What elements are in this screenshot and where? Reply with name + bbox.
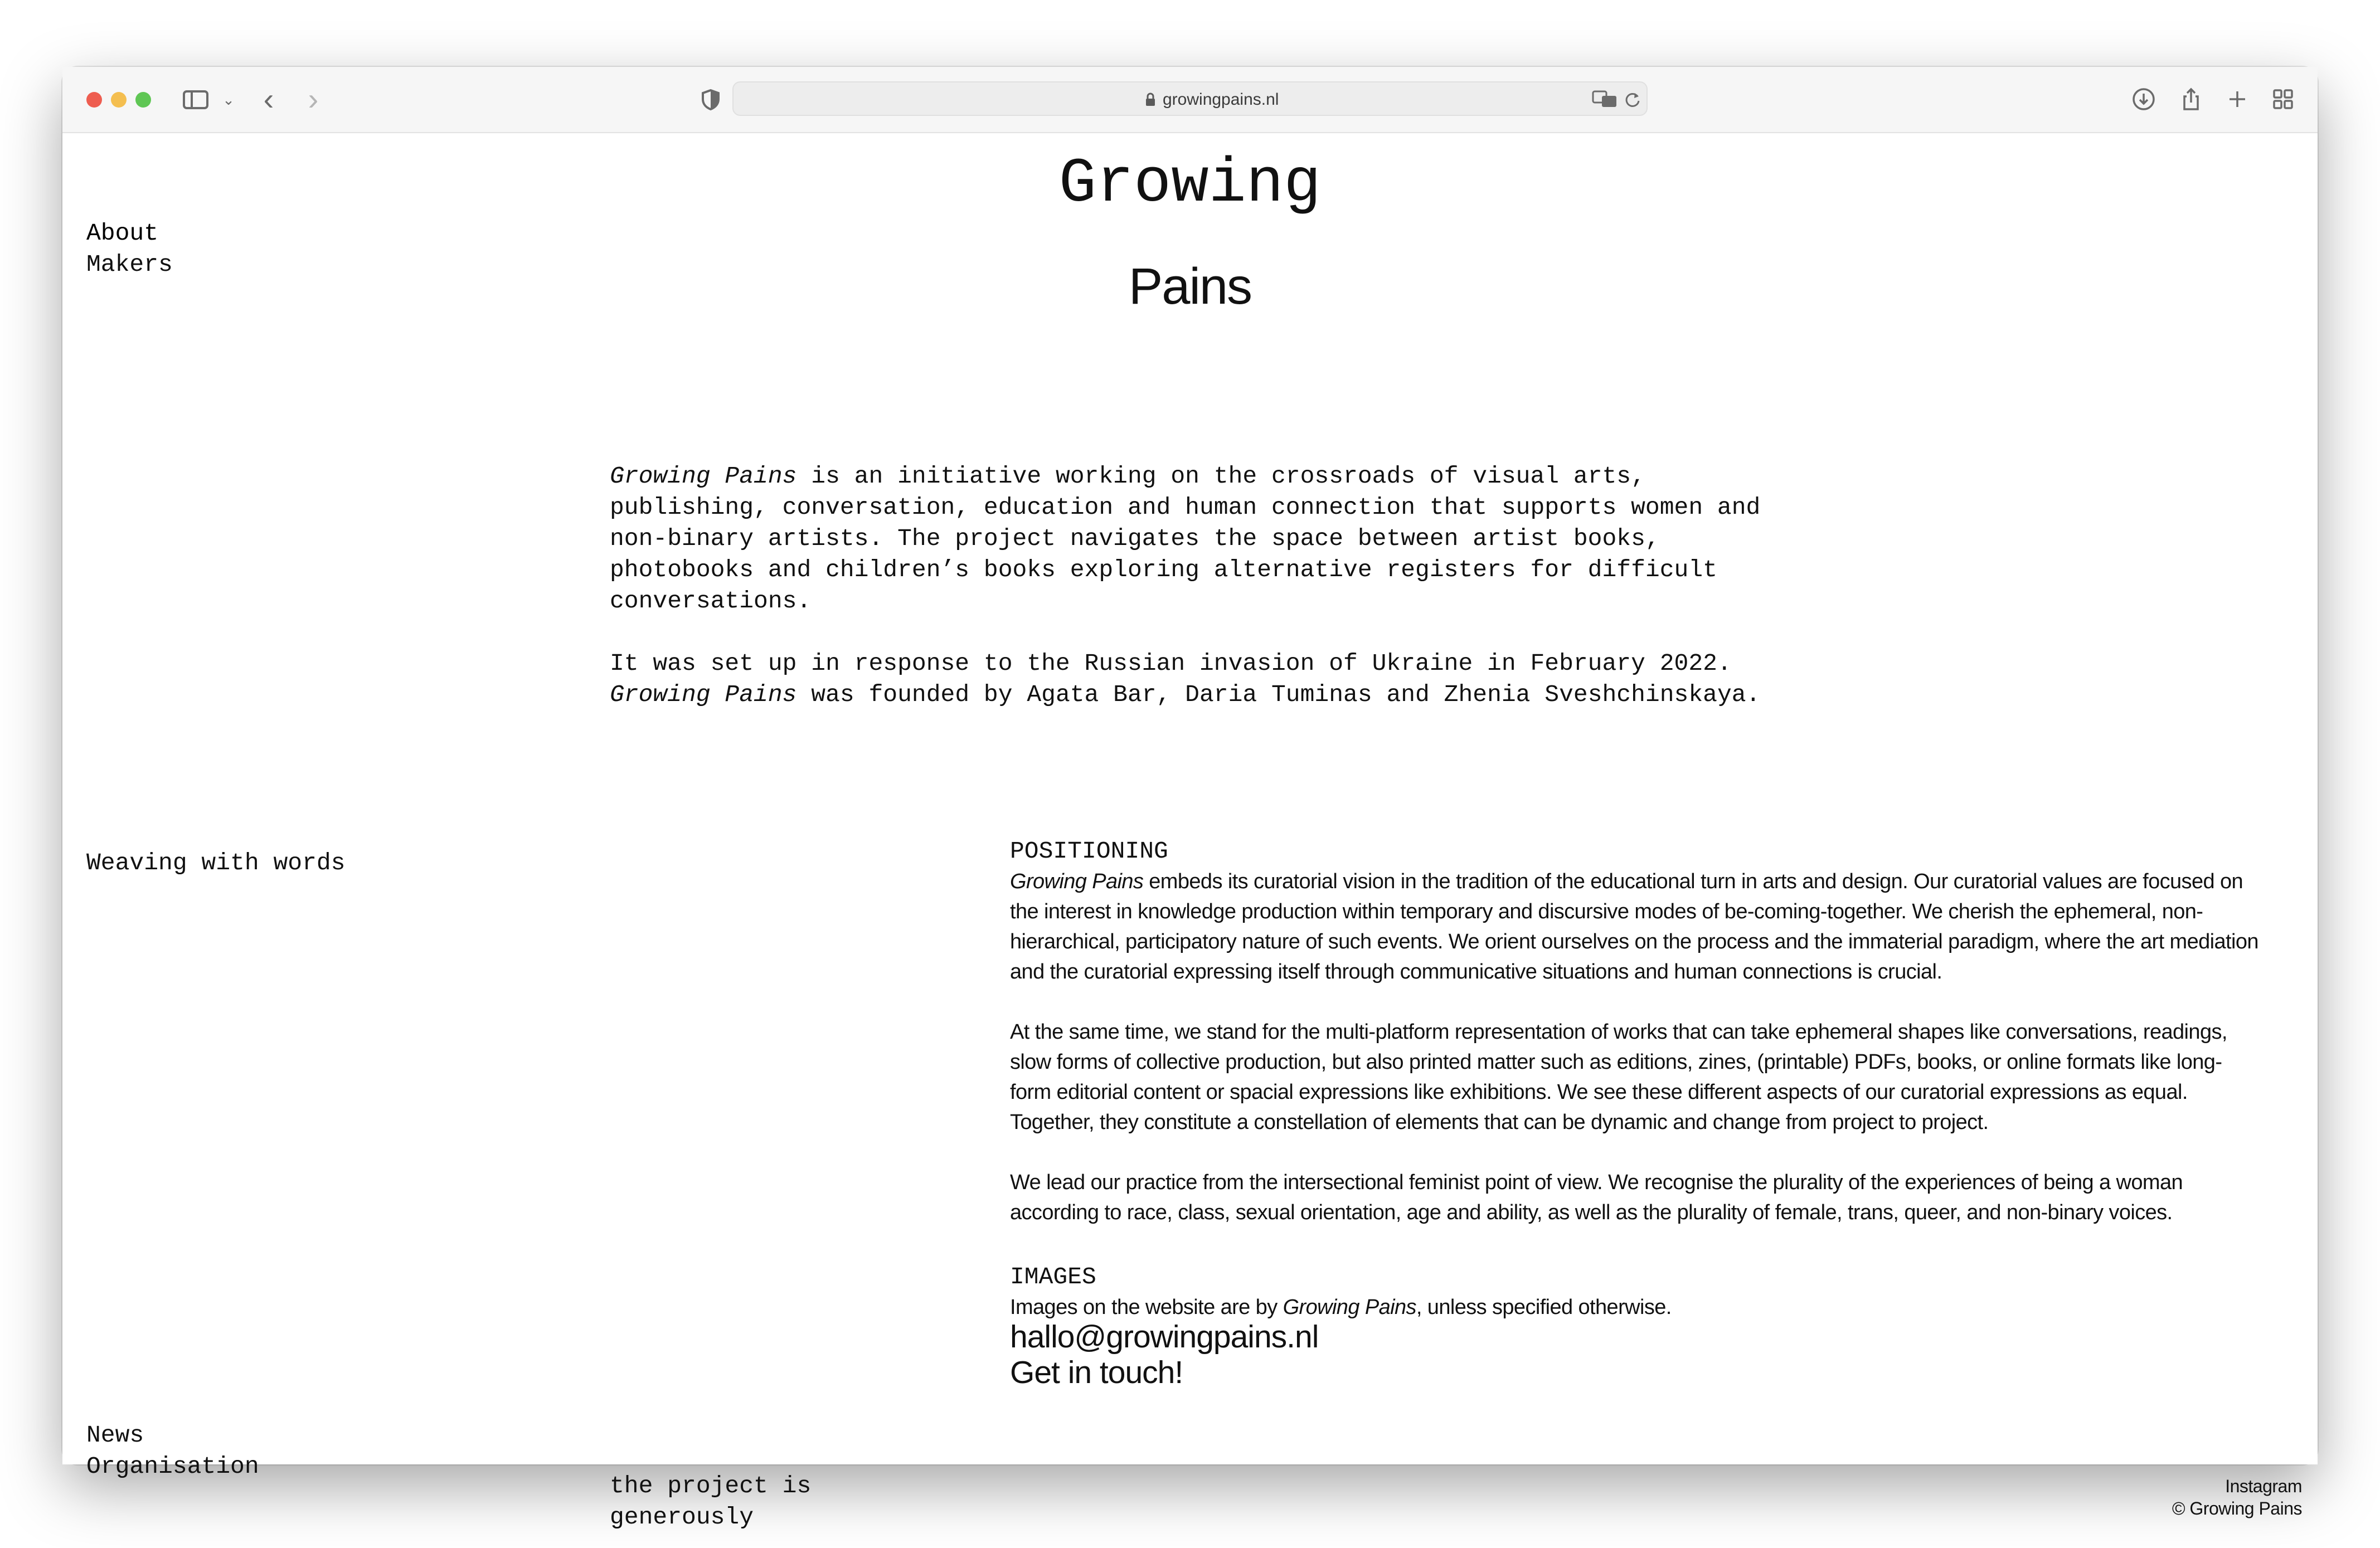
share-icon[interactable] bbox=[2179, 87, 2203, 111]
site-title-growing: Growing bbox=[1058, 149, 1322, 220]
lock-icon bbox=[1145, 93, 1156, 107]
positioning-body bbox=[1010, 867, 2258, 1228]
nav-news-link[interactable]: News bbox=[86, 1422, 144, 1449]
positioning-section bbox=[1010, 836, 2258, 1258]
back-arrow-icon[interactable]: ‹ bbox=[263, 81, 274, 116]
sidebar-toggle-icon[interactable] bbox=[183, 90, 208, 109]
browser-window bbox=[62, 67, 2318, 1531]
privacy-shield-icon[interactable] bbox=[701, 89, 720, 110]
nav-about-link[interactable]: About bbox=[86, 220, 159, 247]
email-link[interactable]: hallo@growingpains.nl bbox=[1010, 1319, 1319, 1355]
intro-paragraph-1: Growing Pains is an initiative working on the crossroads of visual arts, publishing, conversation, education and human connection that supports women and non-binary artists. The project navigates the space between artist books, photobooks and children’s books exploring alternative registers for difficult conversations. bbox=[610, 463, 1761, 615]
url-text: growingpains.nl bbox=[1163, 90, 1279, 109]
get-in-touch-link[interactable]: Get in touch! bbox=[1010, 1355, 1183, 1390]
positioning-paragraph-3: We lead our practice from the intersectional feminist point of view. We recognise the plurality of the experiences of being a woman according to race, class, sexual orientation, age and ability, as well as the plurality of female, trans, queer, and non-binary voices. bbox=[1010, 1171, 2183, 1224]
zoom-window-button[interactable] bbox=[135, 92, 151, 108]
copyright-text: © Growing Pains bbox=[2172, 1498, 2302, 1518]
reload-icon[interactable] bbox=[1624, 91, 1641, 108]
positioning-paragraph-1: Growing Pains embeds its curatorial vision in the tradition of the educational turn in arts and design. Our curatorial values are focused on the interest in knowledge production within temporary and discursive modes of be-coming-together. We cherish the ephemeral, non-hierarchical, participatory nature of such events. We orient ourselves on the process and the immaterial paradigm, where the art mediation and the curatorial expressing itself through communicative situations and human connections is crucial. bbox=[1010, 870, 2258, 984]
positioning-paragraph-2: At the same time, we stand for the multi-platform representation of works that can take ephemeral shapes like conversations, readings, slow forms of collective production, but also printed matter such as editions, zines, (printable) PDFs, books, or online formats like long-form editorial content or spacial expressions like exhibitions. We see these different aspects of our curatorial expressions as equal. Together, they constitute a constellation of elements that can be dynamic and change from project to project. bbox=[1010, 1020, 2227, 1134]
minimize-window-button[interactable] bbox=[111, 92, 127, 108]
contact-block bbox=[1010, 1319, 1318, 1390]
intro-paragraph-2: It was set up in response to the Russian invasion of Ukraine in February 2022. Growing Pains was founded by Agata Bar, Daria Tuminas and Zhenia Sveshchinskaya. bbox=[610, 650, 1761, 708]
chevron-down-icon[interactable]: ⌄ bbox=[222, 91, 235, 108]
nav-weaving-link[interactable]: Weaving with words bbox=[86, 849, 346, 877]
positioning-heading: POSITIONING bbox=[1010, 838, 1168, 865]
site-title-pains: Pains bbox=[1128, 258, 1252, 315]
close-window-button[interactable] bbox=[86, 92, 102, 108]
address-bar[interactable] bbox=[732, 81, 1648, 116]
images-heading: IMAGES bbox=[1010, 1263, 1096, 1291]
support-text: the project is generously bbox=[610, 1472, 812, 1531]
tab-overview-icon[interactable] bbox=[2271, 87, 2295, 111]
images-section bbox=[1010, 1262, 2258, 1322]
nav-organisation-link[interactable]: Organisation bbox=[86, 1453, 259, 1480]
web-page bbox=[62, 133, 2318, 1531]
images-text: Images on the website are by Growing Pains, unless specified otherwise. bbox=[1010, 1296, 1672, 1319]
new-tab-icon[interactable] bbox=[2225, 87, 2250, 111]
intro-text bbox=[610, 461, 1814, 742]
browser-toolbar bbox=[62, 67, 2318, 133]
nav-makers-link[interactable]: Makers bbox=[86, 251, 173, 278]
translate-icon[interactable] bbox=[1592, 90, 1618, 108]
instagram-link[interactable]: Instagram bbox=[2225, 1476, 2302, 1496]
forward-arrow-icon[interactable]: › bbox=[308, 81, 319, 116]
footer-credits bbox=[2172, 1475, 2302, 1520]
download-icon[interactable] bbox=[2131, 87, 2156, 111]
